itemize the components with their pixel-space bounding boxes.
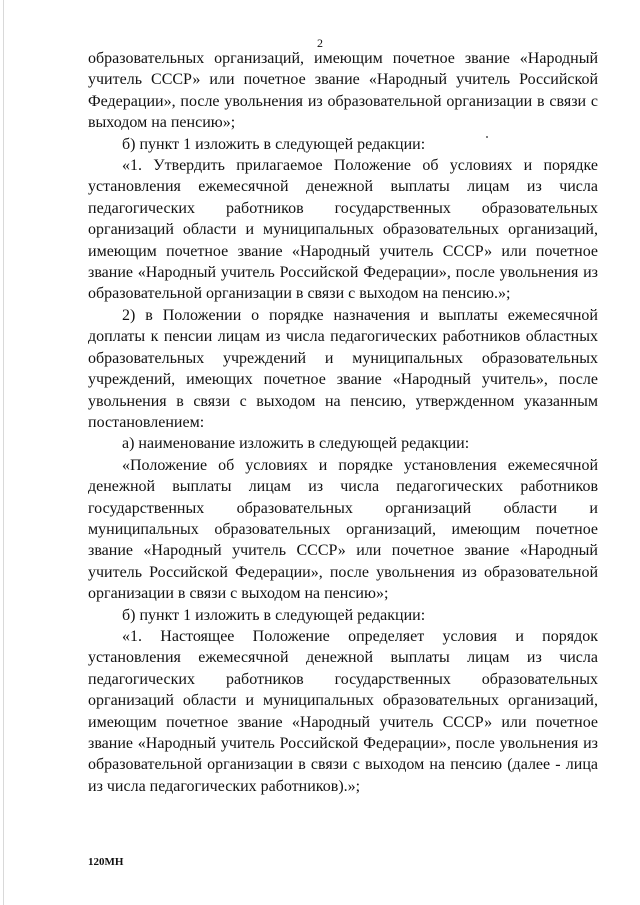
paragraph-subitem-b-2: б) пункт 1 изложить в следующей редакции: [122, 606, 426, 624]
scan-speck [486, 136, 488, 138]
paragraph-subitem-b-1: б) пункт 1 изложить в следующей редакции: [122, 135, 426, 153]
footer-document-code: 120МН [88, 856, 124, 868]
paragraph-quoted-title: «Положение об условиях и порядке установления ежемесячной денежной выплаты лицам из числа педагогических работников государственных образовательных организаций области и муниципальных образовательных организаций, имеющим почетное звание «Народный учитель СССР» или почетное звание «Народный учитель Российской Федерации», после увольнения из образовательной организации в связи с выходом на пенсию»; [88, 456, 598, 603]
paragraph-item-2: 2) в Положении о порядке назначения и выплаты ежемесячной доплаты к пенсии лицам из числа педагогических работников областных образовательных учреждений и муниципальных образовательных учреждений, имеющих почетное звание «Народный учитель», после увольнения в связи с выходом на пенсию, утвержденном указанным постановлением: [88, 306, 598, 431]
page-number: 2 [317, 36, 323, 50]
paragraph-continuation: образовательных организаций, имеющим почетное звание «Народный учитель СССР» или почетное звание «Народный учитель Российской Федерации», после увольнения из образовательной организации в связи с выходом на пенсию»; [88, 50, 598, 132]
paragraph-quoted-item-1-defines: «1. Настоящее Положение определяет условия и порядок установления ежемесячной денежной выплаты лицам из числа педагогических работников государственных образовательных организаций области и муниципальных образовательных организаций, имеющим почетное звание «Народный учитель СССР» или почетное звание «Народный учитель Российской Федерации», после увольнения из образовательной организации в связи с выходом на пенсию (далее - лица из числа педагогических работников).»; [88, 627, 598, 795]
page-scan-edge [3, 0, 4, 905]
paragraph-subitem-a: а) наименование изложить в следующей редакции: [122, 435, 470, 453]
paragraph-quoted-item-1-approve: «1. Утвердить прилагаемое Положение об условиях и порядке установления ежемесячной денежной выплаты лицам из числа педагогических работников государственных образовательных организаций области и муниципальных образовательных организаций, имеющим почетное звание «Народный учитель СССР» или почетное звание «Народный учитель Российской Федерации», после увольнения из образовательной организации в связи с выходом на пенсию.»; [88, 157, 598, 303]
document-body [88, 48, 598, 797]
